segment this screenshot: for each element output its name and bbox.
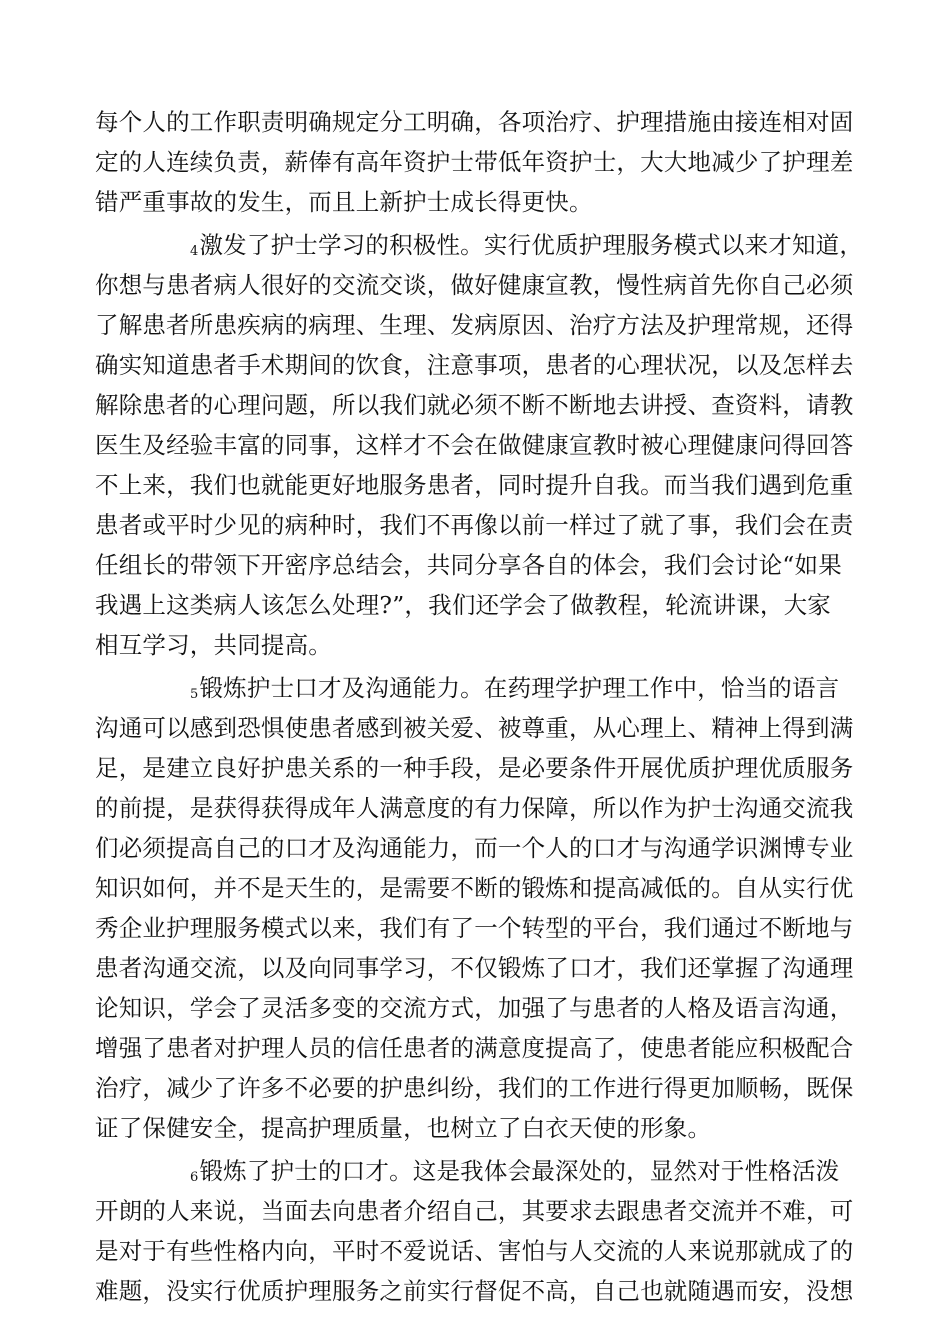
paragraph-3-line-5: 们必须提高自己的口才及沟通能力，而一个人的口才与沟通学识渊博专业 (95, 834, 854, 862)
paragraph-3-line-2: 沟通可以感到恐惧使患者感到被关爱、被尊重，从心理上、精神上得到满 (95, 714, 854, 742)
paragraph-3-line-11: 治疗，减少了许多不必要的护患纠纷，我们的工作进行得更加顺畅，既保 (95, 1074, 854, 1102)
paragraph-3-number: 5 (190, 687, 199, 702)
paragraph-3-line-1 (190, 668, 865, 708)
paragraph-2-line-8: 患者或平时少见的病种时，我们不再像以前一样过了就了事，我们会在责 (95, 511, 854, 539)
paragraph-3-line-4: 的前提，是获得获得成年人满意度的有力保障，所以作为护士沟通交流我 (95, 794, 854, 822)
paragraph-4-line-1-text: 锻炼了护士的口才。这是我体会最深处的，显然对于性格活泼 (199, 1157, 840, 1185)
paragraph-2-number: 4 (190, 244, 199, 259)
paragraph-3-line-7: 秀企业护理服务模式以来，我们有了一个转型的平台，我们通过不断地与 (95, 914, 854, 942)
paragraph-3-line-8: 患者沟通交流，以及向同事学习，不仅锻炼了口才，我们还掌握了沟通理 (95, 954, 854, 982)
paragraph-4-line-1 (190, 1151, 865, 1191)
paragraph-2-line-4: 确实知道患者手术期间的饮食，注意事项，患者的心理状况，以及怎样去 (95, 351, 854, 379)
paragraph-3-line-6: 知识如何，并不是天生的，是需要不断的锻炼和提高减低的。自从实行优 (95, 874, 854, 902)
paragraph-3-line-3: 足，是建立良好护患关系的一种手段，是必要条件开展优质护理优质服务 (95, 754, 854, 782)
paragraph-4-line-4: 难题，没实行优质护理服务之前实行督促不高，自己也就随遇而安，没想 (95, 1277, 854, 1305)
paragraph-2-line-5: 解除患者的心理问题，所以我们就必须不断不断地去讲授、查资料，请教 (95, 391, 854, 419)
paragraph-2-line-7: 不上来，我们也就能更好地服务患者，同时提升自我。而当我们遇到危重 (95, 471, 854, 499)
paragraph-3-line-1-text: 锻炼护士口才及沟通能力。在药理学护理工作中，恰当的语言 (199, 674, 840, 702)
paragraph-4-line-3: 是对于有些性格内向，平时不爱说话、害怕与人交流的人来说那就成了的 (95, 1237, 854, 1265)
paragraph-2-line-1 (190, 225, 865, 265)
paragraph-2-line-6: 医生及经验丰富的同事，这样才不会在做健康宣教时被心理健康问得回答 (95, 431, 854, 459)
paragraph-1-line-2: 定的人连续负责，薪俸有高年资护士带低年资护士，大大地减少了护理差 (95, 148, 854, 176)
paragraph-2-line-2: 你想与患者病人很好的交流交谈，做好健康宣教，慢性病首先你自己必须 (95, 271, 854, 299)
paragraph-2-line-9: 任组长的带领下开密序总结会，共同分享各自的体会，我们会讨论“如果 (95, 551, 842, 579)
paragraph-2-line-3: 了解患者所患疾病的病理、生理、发病原因、治疗方法及护理常规，还得 (95, 311, 854, 339)
paragraph-3-line-10: 增强了患者对护理人员的信任患者的满意度提高了，使患者能应积极配合 (95, 1034, 854, 1062)
paragraph-1-line-3: 错严重事故的发生，而且上新护士成长得更快。 (95, 188, 593, 216)
paragraph-2-line-1-text: 激发了护士学习的积极性。实行优质护理服务模式以来才知道， (199, 231, 864, 259)
paragraph-3-line-12: 证了保健安全，提高护理质量，也树立了白衣天使的形象。 (95, 1114, 712, 1142)
paragraph-2-line-10: 我遇上这类病人该怎么处理?”，我们还学会了做教程，轮流讲课，大家 (95, 591, 832, 619)
paragraph-4-number: 6 (190, 1170, 199, 1185)
paragraph-3-line-9: 论知识，学会了灵活多变的交流方式，加强了与患者的人格及语言沟通， (95, 994, 854, 1022)
paragraph-2-line-11: 相互学习，共同提高。 (95, 631, 332, 659)
paragraph-4-line-2: 开朗的人来说，当面去向患者介绍自己，其要求去跟患者交流并不难，可 (95, 1197, 854, 1225)
paragraph-1-line-1: 每个人的工作职责明确规定分工明确，各项治疗、护理措施由接连相对固 (95, 108, 854, 136)
